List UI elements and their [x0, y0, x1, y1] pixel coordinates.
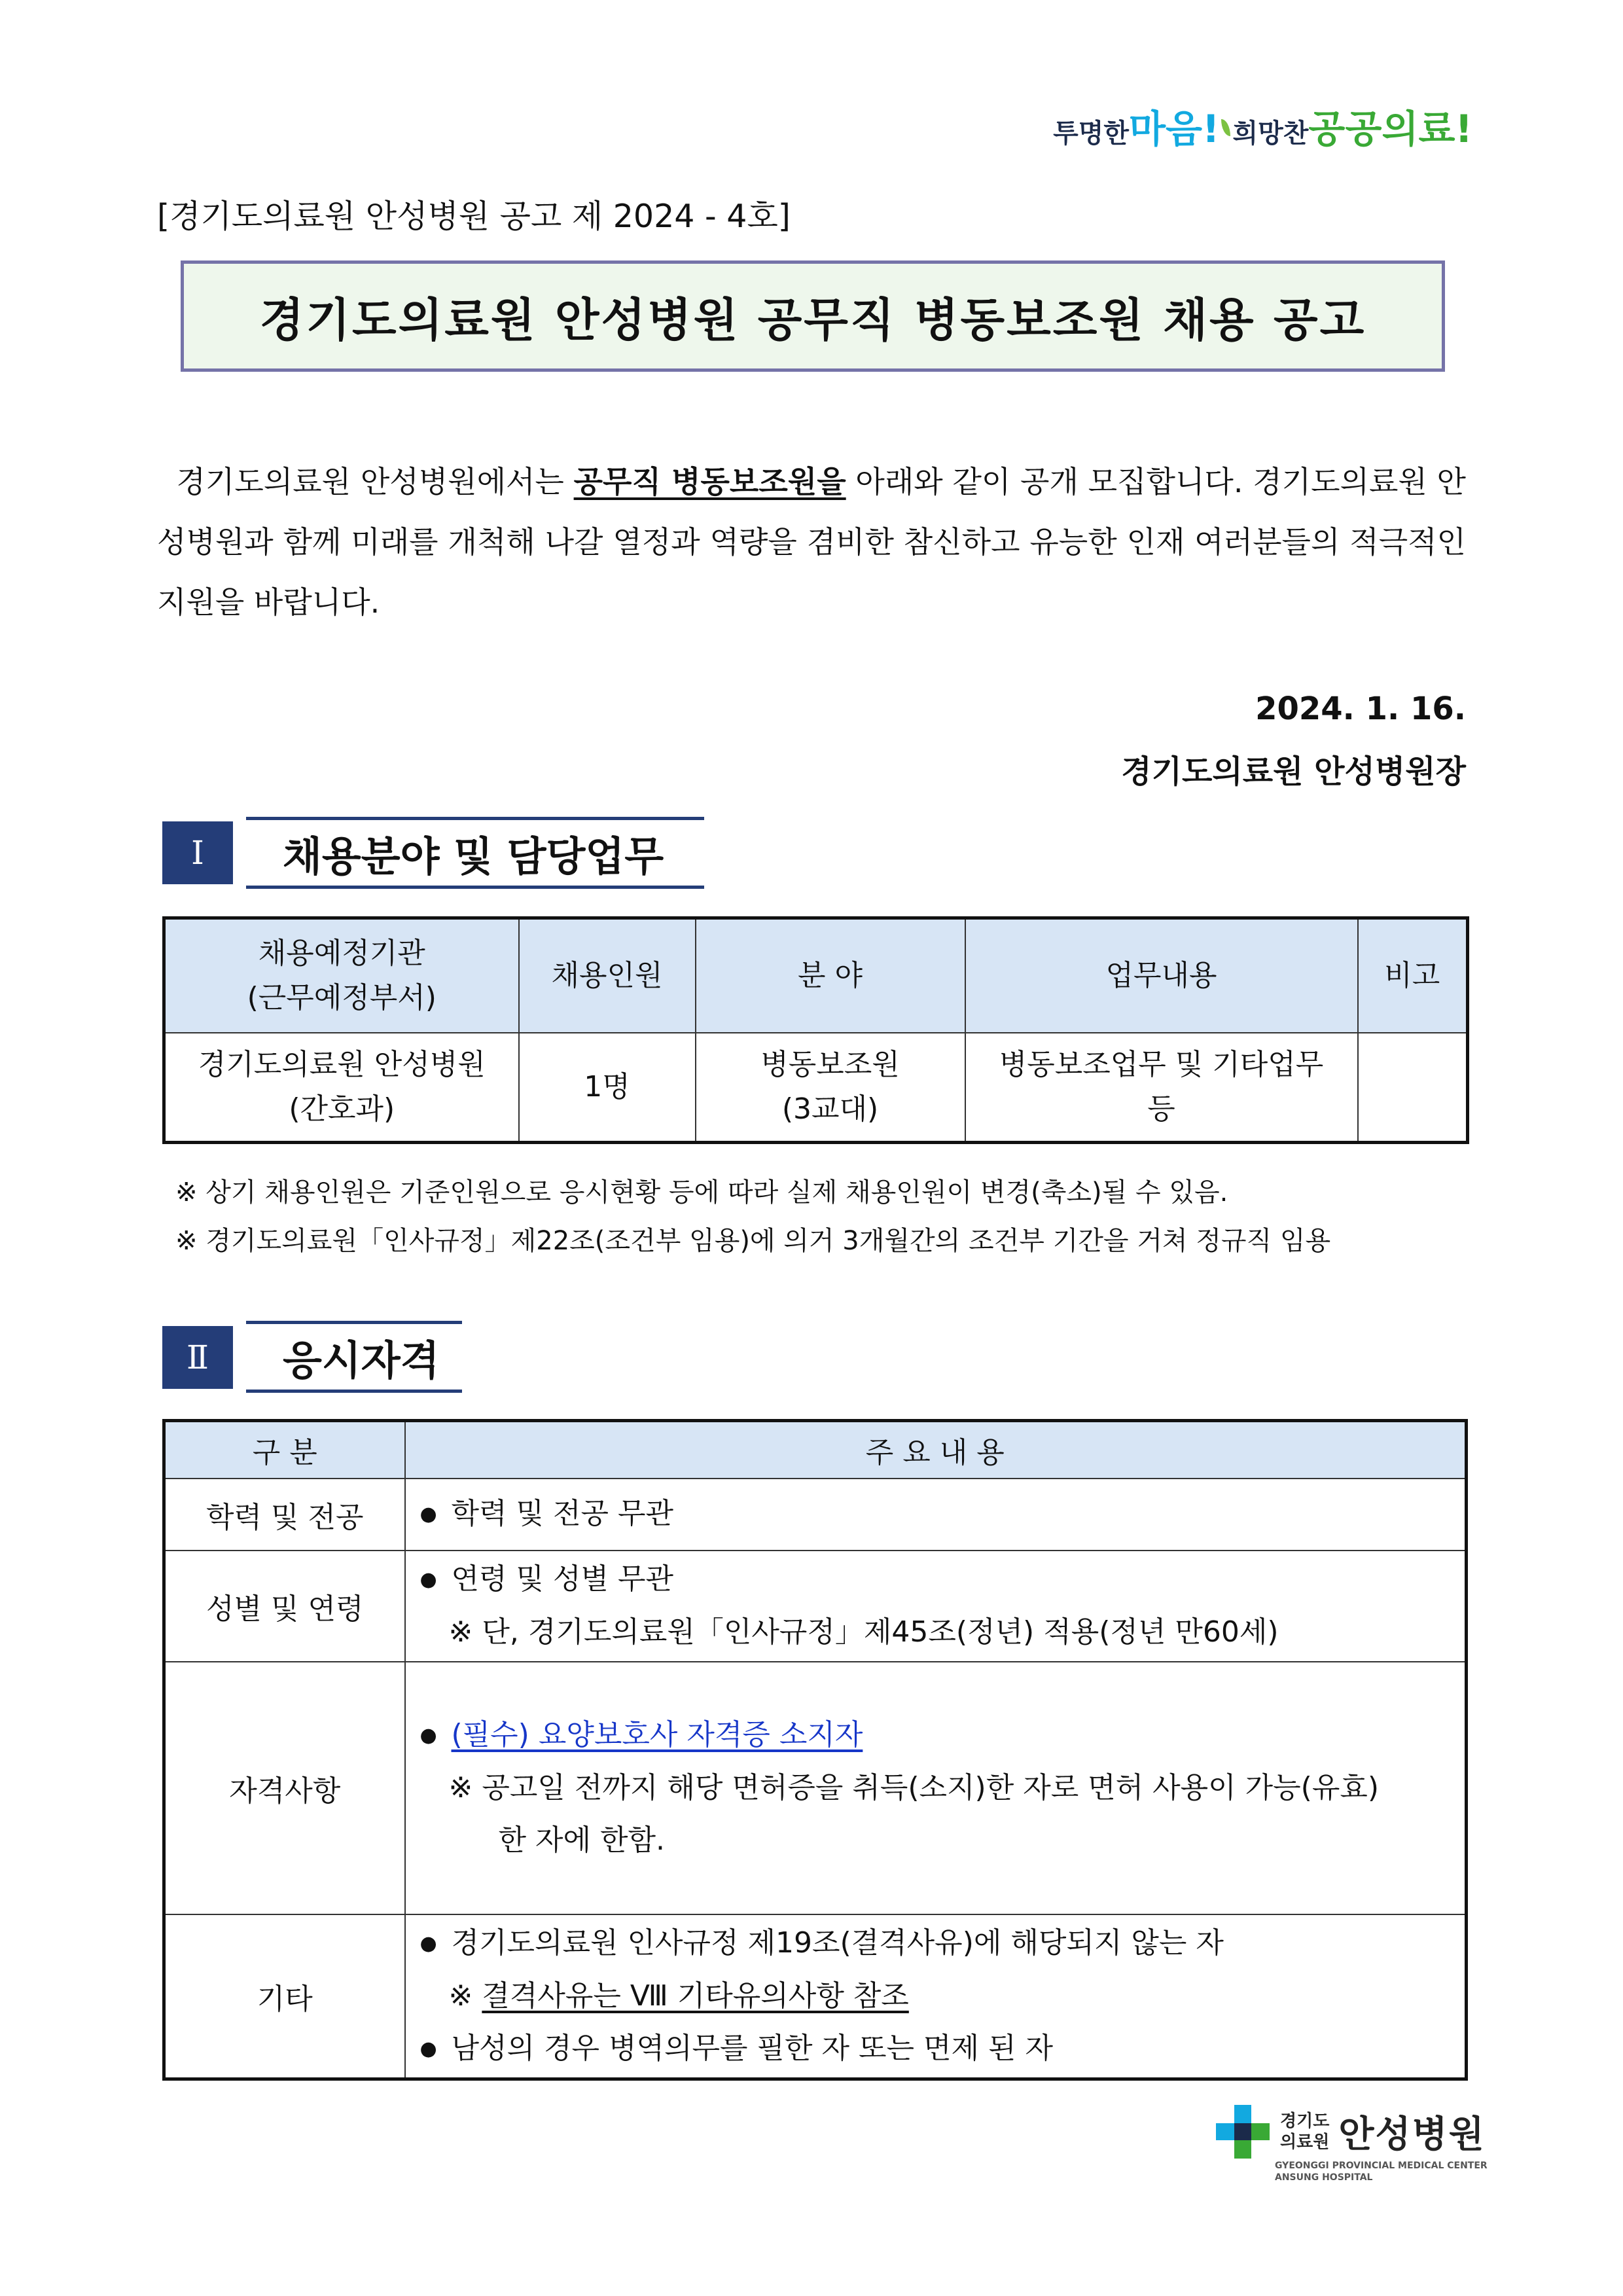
- etc-note: [420, 1970, 1465, 2022]
- slogan-part1: 투명한: [1053, 118, 1129, 149]
- cell-remark: [1358, 1033, 1468, 1143]
- slogan-part4: 공공의료!: [1308, 107, 1472, 151]
- qualification-note-line1: ※ 공고일 전까지 해당 면허증을 취득(소지)한 자로 면허 사용이 가능(유효): [448, 1771, 1380, 1804]
- logo-english: [1275, 2160, 1488, 2183]
- table-row: [164, 1551, 1467, 1662]
- header-org-line1: 채용예정기관: [258, 936, 425, 970]
- qualification-table: [162, 1419, 1468, 2081]
- note-1: ※ 상기 채용인원은 기준인원으로 응시현황 등에 따라 실제 채용인원이 변경(축소)될 수 있음.: [175, 1177, 1228, 1208]
- section2-number: Ⅱ: [162, 1326, 233, 1389]
- cell-org-line1: 경기도의료원 안성병원: [198, 1047, 486, 1081]
- header-count: 채용인원: [519, 918, 696, 1033]
- cell-count: 1명: [519, 1033, 696, 1143]
- cell-duty-line1: 병동보조업무 및 기타업무: [999, 1047, 1324, 1081]
- intro-after: 아래와 같이 공개 모집합니다. 경기도의료원 안성병원과 함께 미래를 개척해 나갈 열정과 역량을 겸비한 참신하고 유능한 인재 여러분들의 적극적인 지원을 바랍니다.: [157, 464, 1466, 620]
- notice-number: [경기도의료원 안성병원 공고 제 2024 - 4호]: [157, 198, 791, 235]
- logo-small-text: [1280, 2111, 1329, 2153]
- row-content-education: [405, 1479, 1467, 1551]
- header-content: 주 요 내 용: [405, 1421, 1467, 1479]
- row-content-gender-age: [405, 1551, 1467, 1662]
- intro-emphasis: 공무직 병동보조원을: [573, 464, 846, 499]
- header-field: 분 야: [696, 918, 965, 1033]
- recruitment-table: [162, 916, 1469, 1144]
- title-box: [181, 260, 1445, 372]
- qualification-required: (필수) 요양보호사 자격증 소지자: [451, 1718, 863, 1751]
- cell-org-line2: (간호과): [289, 1092, 395, 1126]
- header-remark: 비고: [1358, 918, 1468, 1033]
- notice-date: 2024. 1. 16.: [1255, 691, 1466, 727]
- etc-note-prefix: ※: [448, 1979, 482, 2013]
- slogan: [1053, 107, 1472, 151]
- leaf-icon: [1221, 119, 1230, 136]
- gender-age-item: ● 연령 및 성별 무관: [420, 1553, 1465, 1606]
- table-row: [164, 1479, 1467, 1551]
- cell-field-line1: 병동보조원: [760, 1047, 900, 1081]
- logo-small-line2: 의료원: [1280, 2132, 1330, 2152]
- signature: 경기도의료원 안성병원장: [1121, 753, 1466, 790]
- row-label-etc: 기타: [164, 1914, 405, 2079]
- cell-duty-line2: 등: [1147, 1092, 1175, 1126]
- gender-age-note: ※ 단, 경기도의료원「인사규정」제45조(정년) 적용(정년 만60세): [448, 1615, 1279, 1649]
- logo-small-line1: 경기도: [1280, 2111, 1330, 2131]
- intro-paragraph: [157, 452, 1466, 632]
- section2-title: 응시자격: [246, 1321, 462, 1393]
- education-item: ● 학력 및 전공 무관: [420, 1488, 1465, 1541]
- intro-before: 경기도의료원 안성병원에서는: [176, 464, 574, 499]
- hospital-logo: [1216, 2105, 1486, 2159]
- logo-eng-line1: GYEONGGI PROVINCIAL MEDICAL CENTER: [1275, 2161, 1488, 2171]
- cell-field-line2: (3교대): [781, 1092, 879, 1126]
- header-duty: 업무내용: [965, 918, 1358, 1033]
- cell-duty: [965, 1033, 1358, 1143]
- qualification-note-line2: 한 자에 한함.: [498, 1823, 665, 1857]
- row-content-qualification: [405, 1662, 1467, 1914]
- header-category: 구 분: [164, 1421, 405, 1479]
- table-header-row: [164, 918, 1468, 1033]
- note-2: ※ 경기도의료원「인사규정」제22조(조건부 임용)에 의거 3개월간의 조건부 기간을 거쳐 정규직 임용: [175, 1226, 1331, 1256]
- table-row: [164, 1914, 1467, 2079]
- row-label-gender-age: 성별 및 연령: [164, 1551, 405, 1662]
- cell-org: [164, 1033, 519, 1143]
- section1-title: 채용분야 및 담당업무: [246, 817, 704, 889]
- page-title: 경기도의료원 안성병원 공무직 병동보조원 채용 공고: [259, 293, 1366, 347]
- medical-cross-icon: [1216, 2105, 1270, 2159]
- header-org-line2: (근무예정부서): [247, 980, 437, 1014]
- header-org: [164, 918, 519, 1033]
- row-label-education: 학력 및 전공: [164, 1479, 405, 1551]
- table-row: [164, 1662, 1467, 1914]
- slogan-part2: 마음!: [1128, 107, 1220, 151]
- slogan-part3: 희망찬: [1232, 118, 1309, 149]
- table-row: [164, 1033, 1468, 1143]
- etc-item-1: ● 경기도의료원 인사규정 제19조(결격사유)에 해당되지 않는 자: [420, 1917, 1465, 1970]
- etc-item-2: ● 남성의 경우 병역의무를 필한 자 또는 면제 된 자: [420, 2022, 1465, 2075]
- table-header-row: [164, 1421, 1467, 1479]
- logo-eng-line2: ANSUNG HOSPITAL: [1275, 2172, 1373, 2183]
- cell-field: [696, 1033, 965, 1143]
- logo-name: 안성병원: [1338, 2113, 1486, 2156]
- section1-number: Ⅰ: [162, 821, 233, 884]
- row-label-qualification: 자격사항: [164, 1662, 405, 1914]
- etc-note-text: 결격사유는 Ⅷ 기타유의사항 참조: [482, 1979, 909, 2013]
- row-content-etc: [405, 1914, 1467, 2079]
- qualification-item: [420, 1709, 1465, 1762]
